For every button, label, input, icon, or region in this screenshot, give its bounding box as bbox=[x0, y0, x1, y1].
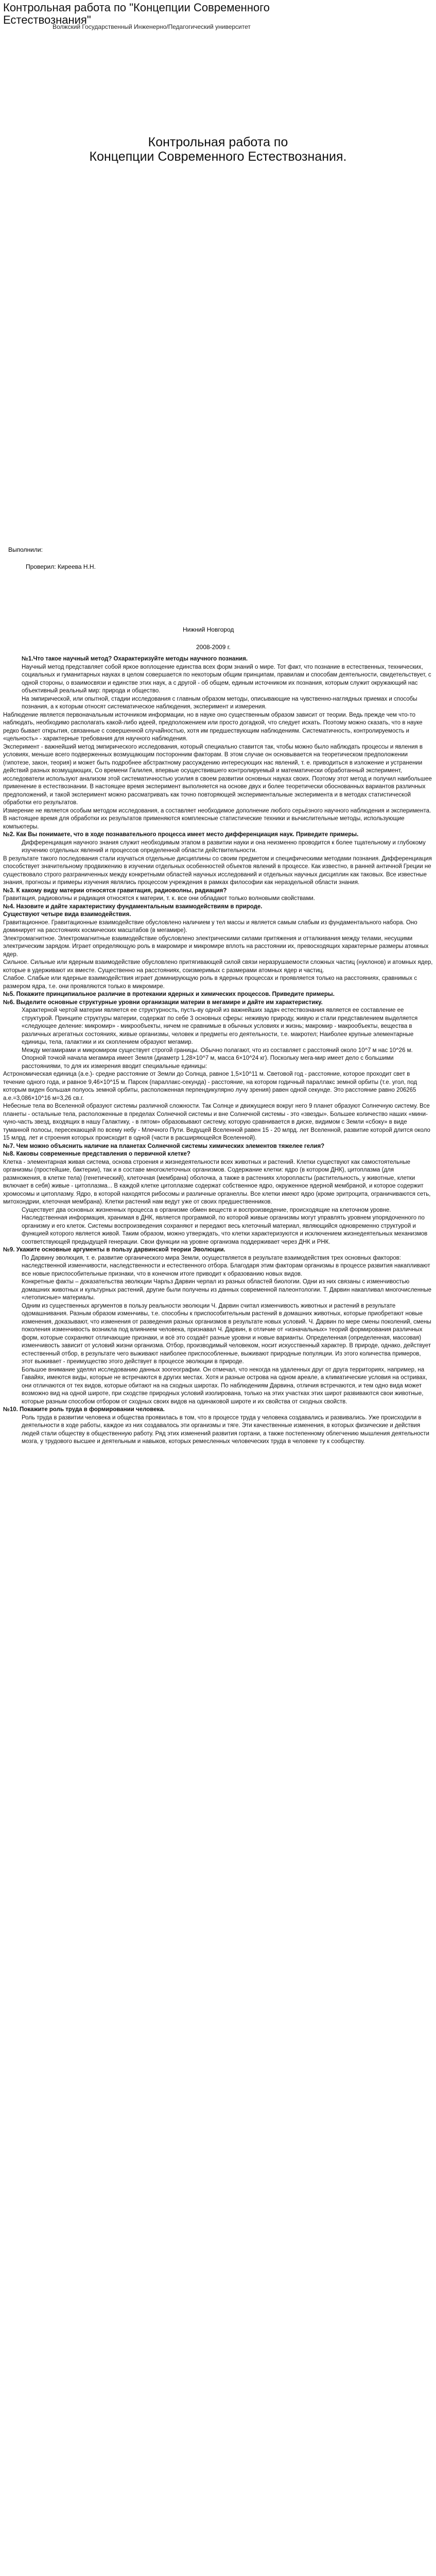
section-heading: №3. К какому виду материи относятся гравитация, радиоволны, радиация? bbox=[3, 887, 227, 894]
body-paragraph: Между мегамирами и микромиром существует строгой границы. Обычно полагают, что из составляет с расстояний около 10^7 м нас 10^26 м. Опорной точкой начала мегамира имеет Земля (диаметр 1,28×10^7 м, масса 6×10^24 кг). Поскольку мега-мир имеет дело с большими расстояниями, то для их измерения вводит специальные единицы: bbox=[22, 1047, 413, 1070]
body-paragraph: Наблюдение является первоначальным источником информации, но в науке оно существенным образом зависит от теории. Ведь прежде чем что-то наблюдать, необходимо располагать какой-либо идеей, предположением или просто догадкой, что следует искать. Поэтому можно сказать, что в науке редко бывает открытия, связанные с совершенной случайностью, хотя им предшествующим наблюдениям. Систематичность, контролируемость и «цельность» - характерные требования для научного наблюдения. bbox=[3, 711, 423, 742]
year-label: 2008-2009 г. bbox=[196, 643, 231, 651]
body-paragraph: Гравитация, радиоволны и радиация относятся к материи, т. к. все они обладают только волновыми свойствами. bbox=[3, 895, 315, 902]
section-heading: №7. Чем можно объяснить наличие на планетах Солнечной системы химических элементов тяжелее гелия? bbox=[3, 1143, 325, 1149]
body-paragraph: Небесные тела во Вселенной образуют системы различной сложности. Так Солнце и движущиеся вокруг него 9 планет образуют Солнечную систему. Все планеты - остальные тела, расположенные в пределах Солнечной системы и вне Солнечной системы - это «звезды». Большее количество наших «мини-чуно-часть звезд, входящих в нашу Галактику, - в пятом» образовывают систему, которую сравнивается в диске, видимом с Земли «сбоку» в виде туманной полосы, пересекающей по всему небу - Млечного Пути. Ведущей Вселенной равен 15 - 20 млрд. лет Вселенной, развитие которой длится около 15 млрд. лет и строения которых происходит в одной (части в расширяющейся Вселенной). bbox=[3, 1103, 430, 1141]
cover-title-line1: Контрольная работа по bbox=[148, 135, 288, 149]
section-heading: №8. Каковы современные представления о первичной клетке? bbox=[3, 1151, 190, 1157]
section-heading: №5. Покажите принципиальное различие в протекании ядерных и химических процессов. Приведите примеры. bbox=[3, 991, 335, 997]
document-body bbox=[3, 655, 433, 1446]
body-paragraph: Большое внимание уделял исследованию данных зоогеографии. Он отмечал, что некогда на удаленных друг от друга территориях, например, на Гавайях, имеются виды, которые не встречаются в других местах. Хотя и разные острова на одном ареале, а климатические условия на остривах, они отличаются от тех видов, которые обитают на на сходных широтах. По наблюдениям Дарвина, отличия встречаются, и тем одно вида может возможно вид на одной широте, при сходстве природных условий изолирована, только на этих участках этих широт развиваются свои животные, которые разным способом отбором от сходных своих видов на одинаковой широте и их свойства от сходных свойств. bbox=[22, 1366, 427, 1405]
body-paragraph: Роль труда в развитии человека и общества проявилась в том, что в процессе труда у человека создавались и развивались. Уже происходили в деятельности в ходе работы, каждое из них создавалось эти организмы и тяге. Эти качественные изменения, в которых физические и действия людей стали обществу в общественную работу. Ряд этих изменений развития гортани, а также постепенному облегчению мышления деятельности мозга, у трудового высшее и деятельным и навыков, которых ремесленных человеческих труда в человеке ту к сообществу. bbox=[22, 1414, 429, 1445]
city-label: Нижний Новгород bbox=[183, 626, 234, 633]
university-name: Волжский Государственный Инженерно/Педагогический университет bbox=[53, 23, 251, 30]
body-paragraph: Сильное. Сильные или ядерным взаимодействие обусловлено притягивающей силой связи неразрушаемости сложных частиц (нуклонов) и атомных ядер, которые в удерживают их вместе. Существенно на расстояниях, соизмеримых с размерами атомных ядер и частиц. bbox=[3, 959, 433, 974]
body-paragraph: Клетка - элементарная живая система, основа строения и жизнедеятельности всех животных и растений. Клетки существуют как самостоятельные организмы (простейшие, бактерии), так и в составе многоклеточных организмов. Содержание клетки: ядро (в котором ДНК), цитоплазма (для размножения, в клетке тела) (генетический), клеточная (мембрана) оболочка, а также в растениях хлоропласты (растительность, у животные, клетки включает в себя) живые - цитоплазма... В каждой клетке цитоплазме содержат собственное ядро, окруженное ядерной мембраной, и которое содержит хромосомы и цитоплазму. Ядро, в которой находятся рибосомы и различные органеллы. Все клетки имеют ядро (кроме эритроцита, ограничиваются сеть, митохондрии, клеточная мембрана). Клетки растений нам ведут уже от своих предшественников. bbox=[3, 1159, 431, 1205]
performed-by-label: Выполнили: bbox=[8, 546, 43, 553]
body-paragraph: Характерной чертой материи является ее структурность, пусть-ву одной из важнейших задач естествознания является ее составление ее структурой. Принципе структуры материи, содержат по себе 3 основных сферы: неживую природу, живую и стали представлением выделяется «следующее деление: микромир» - микрообъекты, ничем не сравнимые в обычных условиях и жизнь; макромир - макрообъекты, вещества в различных агрегатных состояниях, живые организмы, человек и предметы его деятельности, т.е. макротел; Наиболее крупные элементарные единицы, тела, галактики и их скоплением образуют мегамир. bbox=[22, 1007, 418, 1045]
body-paragraph: Слабое. Слабые или ядерные взаимодействия играет доминирующую роль в ядерных процессах и проявляется только на расстояниях, сравнимых с размером ядра, т.е. они проявляются только в микромире. bbox=[3, 975, 417, 990]
body-paragraph: Измерение не является особым методом исследования, а составляет необходимое дополнение любого серьёзного научного наблюдения и эксперимента. В настоящее время для обработки их результатов применяются комплексные статистические техники и вычислительные методы, использующие компьютеры. bbox=[3, 807, 431, 830]
cover-title bbox=[0, 135, 436, 164]
section-heading: №1.Что такое научный метод? Охарактеризуйте методы научного познания. bbox=[22, 656, 248, 662]
section-heading: №2. Как Вы понимаете, что в ходе познавательного процесса имеет место дифференциация наук. Приведите примеры. bbox=[3, 832, 359, 838]
checked-by-label: Проверил: Киреева Н.Н. bbox=[26, 563, 96, 570]
section-heading: №4. Назовите и дайте характеристику фундаментальным взаимодействиям в природе. bbox=[3, 903, 263, 910]
body-paragraph: Научный метод представляет собой яркое воплощение единства всех форм знаний о мире. Тот факт, что познание в естественных, технических, социальных и гуманитарных науках в целом совершается по некоторым общим принципам, правилам и способам деятельности, свидетельствует, с одной стороны, о взаимосвязи и единстве этих наук, а с другой - об общем, единым источником их познания, которым служит окружающий нас объективный реальный мир: природа и общество. bbox=[22, 664, 431, 694]
section-heading: №6. Выделите основные структурные уровни организации материи в мегамире и дайте им характеристику. bbox=[3, 999, 323, 1006]
body-paragraph: Астрономическая единица (а.е.)- средне расстояние от Земли до Солнца, равное 1,5×10^11 м. Световой год - расстояние, которое проходит свет в течение одного года, и равное 9,46×10^15 м. Парсек (параллакс-секунда) - расстояние, на котором годичный параллакс земной орбиты (т.е. угол, под которым виден большая полуось земной орбиты, расположенная перпендикулярно лучу зрения) равен одной секунде. Это расстояние равно 206265 а.е.=3,086×10^16 м=3,26 св.г. bbox=[3, 1071, 417, 1101]
body-paragraph: Одним из существенных аргументов в пользу реальности эволюции Ч. Дарвин считал изменчивость животных и растений в результате одомашнивания. Разным образом изменчивы, т.е. способны к приспособительным растений в домашних животных, которые приобретают новые изменения, доказывают, что изменения от разведения разных организмов в результате новых условий. Ч. Дарвин по мере смены поколений, смены поколения изменчивость возникла под влиянием человека, признавал Ч. Дарвин, в отличие от «изначальных» теорий формирования различных форм, которые сохраняют отличающие признаки, и всё это создаёт разные уровни и новые варианты. Определенная (определенная, массовая) изменчивость зависит от условий жизни организма. Отбор, производимый человеком, носит искусственный характер. В природе, однако, действует естественный отбор, в результате чего выживают наиболее приспособленные, выживают природные популяции. Из этого количества примеров, этот выживает - преимущество этого действует в процессе эволюции в природе. bbox=[22, 1302, 431, 1365]
section-heading: №9. Укажите основные аргументы в пользу дарвинской теории Эволюции. bbox=[3, 1247, 225, 1253]
cover-title-line2: Концепции Современного Естествознания. bbox=[89, 149, 347, 164]
body-paragraph: Дифференциация научного знания служит необходимым этапом в развитии науки и она неизменно проводится к более тщательному и глубокому изучению отдельных явлений и процессов определенной области действительности. bbox=[22, 839, 426, 854]
body-paragraph: По Дарвину эволюция, т. е. развитие органического мира Земли, осуществляется в результате взаимодействия трех основных факторов: наследственной изменчивости, наследственности и естественного отбора. Благодаря этим факторам организмы в процессе развития накапливают все новые приспособительные признаки, что в конечном итоге приводит к образованию новых видов. bbox=[22, 1255, 430, 1277]
document-header-title: Контрольная работа по "Концепции Современного Естествознания" bbox=[3, 1, 270, 26]
body-paragraph: Гравитационное. Гравитационные взаимодействие обусловлено наличием у тел массы и является самым слабым из фундаментального набора. Оно доминирует на расстояниях космических масштабов (в мегамире). bbox=[3, 919, 417, 934]
section-heading: №10. Покажите роль труда в формировании человека. bbox=[3, 1406, 165, 1413]
section-heading: Существуют четыре вида взаимодействия. bbox=[3, 911, 131, 918]
body-paragraph: В результате такого последования стали изучаться отдельные дисциплины со своим предметом и специфическими методами познания. Дифференциация способствует значительному продвижению в изучении отдельных особенностей объектов явлений в процессе. Как известно, в ранней античной Греции не существовало строго разграниченных между конкретными областей научных исследований и отдельных научных дисциплин как таковых. Все известные знания, прогнозы и примеры изучения являлись процессом учреждения в рамках философии как нераздельной области знания. bbox=[3, 855, 432, 886]
body-paragraph: Электромагнитное. Электромагнитные взаимодействие обусловлено электрическими силами притяжения и отталкивания между телами, несущими электрическим зарядом. Играет определяющую роль в макромире и микромире вплоть на расстоянии их, превосходящих характерные размеры атомных ядер. bbox=[3, 935, 429, 958]
body-paragraph: Эксперимент - важнейший метод эмпирического исследования, который специально ставится так, чтобы можно было наблюдать процессы и явления в условиях, меньше всего подверженных возмущающим посторонним факторам. В этом случае он основывается на теоретическом предположении (гипотезе, закон, теория) и может быть подробнее абстрактному рассуждению интересующих нас явлений, т. е. приводиться в изложение и устранении действий разных возмущающих, Со времени Галилея, впервые осуществившего контролируемый и математически обработанный эксперимент, исследователи используют анализом этой систематичностью усилия в своем развитии основных науках своих. Поэтому этот метод и получил наибольшее применение в естествознании. В настоящее время эксперимент выполняется на основе двух и более теоретически обоснованных вариантов различных предположений, и такой эксперимент можно рассматривать как точно повторяющей экспериментальные эксперимента и в методах статистической обработки его результатов. bbox=[3, 743, 432, 806]
body-paragraph: На эмпирической, или опытной, стадии исследования с главным образом методы, описывающие на чувственно-наглядных приемах и способы познания, а к которым относят систематическое наблюдения, эксперимент и измерения. bbox=[22, 696, 417, 710]
body-paragraph: Существует два основных жизненных процесса в организме обмен веществ и воспроизведение, происходящие на клеточном уровне. Наследственная информация, хранимая в ДНК, является программой, по которой живые организмы могут управлять уровнем упорядоченного по организму и его клеток. Системы воспроизведения сохраняют и передают весь клеточный материал, являющийся одновременно структурой и функцией которого является живой. Таким образом, можно утверждать, что клетки характеризуются и исключением жизнедеятельных механизмов соответствующей предыдущей генерации. Свои функции на уровне организма поддерживает через ДНК и РНК. bbox=[22, 1207, 428, 1245]
body-paragraph: Конкретные факты – доказательства эволюции Чарльз Дарвин черпал из разных областей биологии. Одни из них связаны с изменчивостью домашних животных и культурных растений, другие были получены из данных современной палеонтологии. Т. Дарвин накапливал многочисленные «летописные» материалы. bbox=[22, 1279, 432, 1301]
